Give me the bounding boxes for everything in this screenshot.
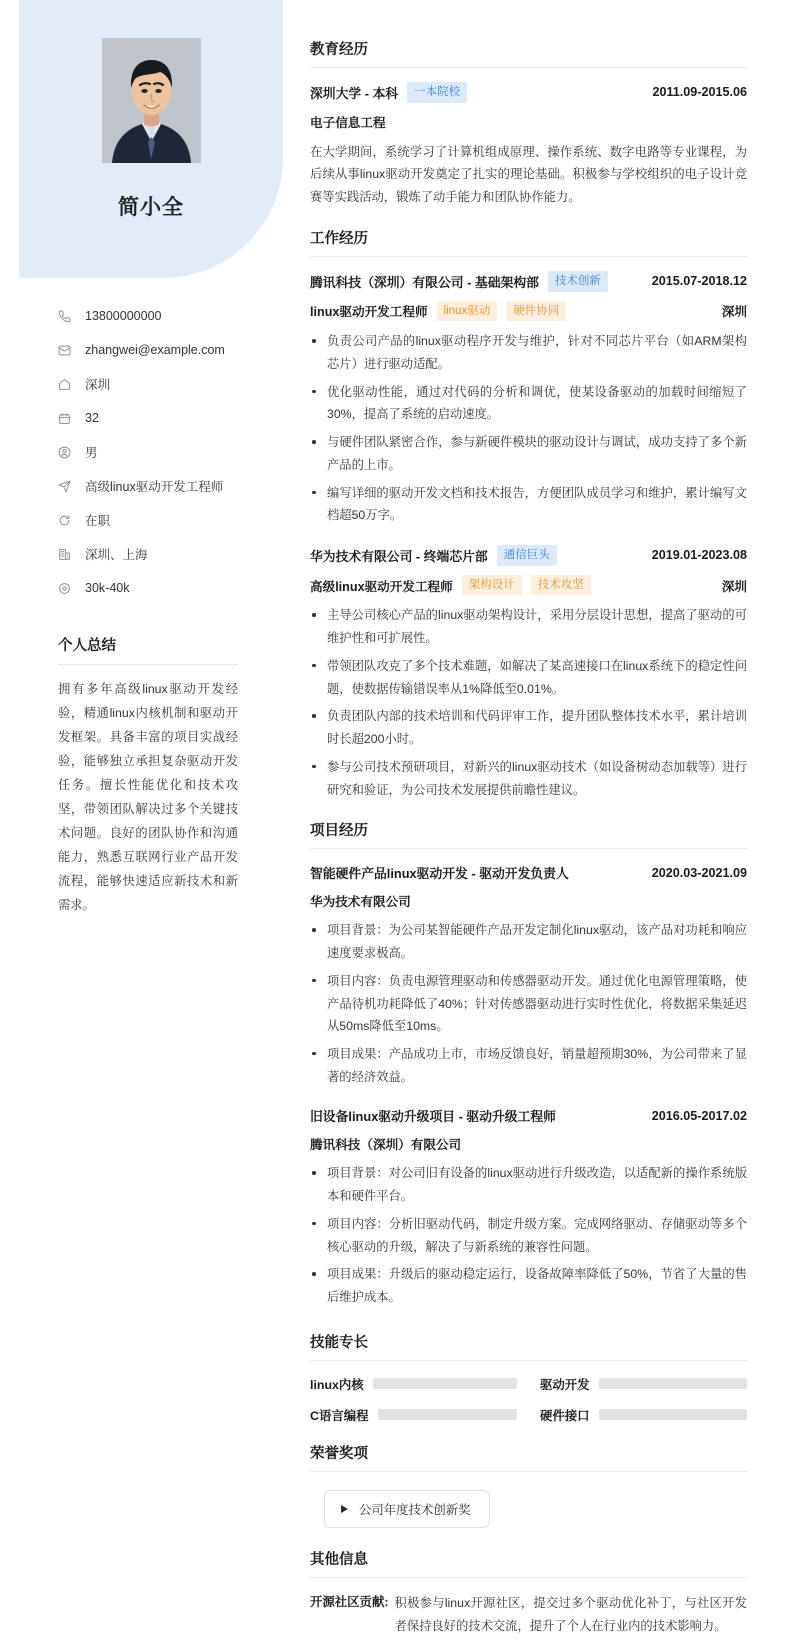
project-entry [310,1106,747,1308]
sidebar [0,0,283,918]
other-label: 开源社区贡献: [310,1594,389,1609]
project-bullet: 项目成果：产品成功上市，市场反馈良好，销量超预期30%，为公司带来了显著的经济效益。 [310,1043,747,1088]
summary-section [58,634,238,918]
work-entry-header [310,545,747,566]
profile-name: 简小全 [118,196,184,219]
project-bullet: 项目内容：分析旧驱动代码，制定升级方案。完成网络驱动、存储驱动等多个核心驱动的升级，解决了与新系统的兼容性问题。 [310,1213,747,1258]
work-date: 2015.07-2018.12 [651,274,747,289]
work-role-row [310,575,747,596]
contact-value: 32 [85,411,99,425]
project-date: 2020.03-2021.09 [651,865,747,880]
project-bullet: 项目内容：负责电源管理驱动和传感器驱动开发。通过优化电源管理策略，使产品待机功耗降低了40%；针对传感器驱动进行实时性优化，将数据采集延迟从50ms降低至10ms。 [310,970,747,1038]
project-bullet: 项目成果：升级后的驱动稳定运行，设备故障率降低了50%，节省了大量的售后维护成本。 [310,1263,747,1308]
avatar [102,38,201,163]
project-company: 腾讯科技（深圳）有限公司 [310,1138,462,1153]
other-row [310,1592,747,1637]
work-title: 工作经历 [310,227,747,257]
contact-value: 30k-40k [85,581,130,595]
portrait-photo-icon [102,38,201,163]
education-section [310,38,747,209]
skill-item [540,1375,747,1393]
contact-item-salary [58,574,273,602]
work-entry [310,271,747,527]
work-entry [310,545,747,801]
education-description: 在大学期间，系统学习了计算机组成原理、操作系统、数字电路等专业课程，为后续从事linux驱动开发奠定了扎实的理论基础。积极参与学校组织的电子设计竞赛等实践活动，锻炼了动手能力和团队协作能力。 [310,144,747,205]
project-date: 2016.05-2017.02 [651,1108,747,1123]
work-company-tag: 通信巨头 [497,545,557,566]
work-bullets [310,330,747,527]
work-role-left [310,301,566,322]
contact-item-position [58,472,273,500]
paper-plane-icon [58,479,76,493]
skill-bar [599,1409,747,1420]
contact-value: 男 [85,446,98,460]
project-name: 旧设备linux驱动升级项目 - 驱动升级工程师 [310,1109,556,1125]
skill-bar [378,1409,517,1420]
honors-title: 荣誉奖项 [310,1442,747,1472]
work-company: 华为技术有限公司 - 终端芯片部 [310,548,488,564]
building-icon [58,547,76,561]
contact-item-work-city [58,540,273,568]
work-company: 腾讯科技（深圳）有限公司 - 基础架构部 [310,274,539,290]
skills-section [310,1331,747,1424]
skill-name: linux内核 [310,1377,364,1392]
contact-item-gender [58,438,273,466]
work-role-tag: linux驱动 [437,301,498,322]
contact-value: 13800000000 [85,309,162,323]
project-company: 华为技术有限公司 [310,895,411,910]
work-entry-header [310,271,747,292]
honor-label: 公司年度技术创新奖 [359,1502,471,1517]
contact-list [58,302,273,602]
work-entry-left [310,545,557,566]
skill-name: 驱动开发 [540,1377,590,1392]
main-content [310,38,747,1641]
project-bullets [310,1162,747,1308]
work-bullet: 与硬件团队紧密合作，参与新硬件模块的驱动设计与调试，成功支持了多个新产品的上市。 [310,431,747,476]
project-bullet: 项目背景：为公司某智能硬件产品开发定制化linux驱动，该产品对功耗和响应速度要求极高。 [310,919,747,964]
education-entry [310,82,747,209]
work-bullet: 编写详细的驱动开发文档和技术报告，方便团队成员学习和维护，累计编写文档超50万字。 [310,482,747,527]
phone-icon [58,309,76,323]
other-value: 积极参与linux开源社区，提交过多个驱动优化补丁，与社区开发者保持良好的技术交流，提升了个人在行业内的技术影响力。 [394,1595,747,1633]
work-bullet: 参与公司技术预研项目，对新兴的linux驱动技术（如设备树动态加载等）进行研究和验证，为公司技术发展提供前瞻性建议。 [310,756,747,801]
summary-title: 个人总结 [58,634,238,665]
work-role-left [310,575,591,596]
skill-bar [599,1378,747,1389]
education-entry-left [310,82,467,103]
work-entry-left [310,271,608,292]
target-icon [58,581,76,595]
project-entry-header [310,863,747,882]
work-bullet: 带领团队攻克了多个技术难题，如解决了某高速接口在linux系统下的稳定性问题，使数据传输错误率从1%降低至0.01%。 [310,655,747,700]
contact-value: 深圳 [85,378,111,392]
contact-value: zhangwei@example.com [85,343,225,357]
contact-item-age [58,404,273,432]
summary-text: 拥有多年高级linux驱动开发经验，精通linux内核机制和驱动开发框架。具备丰富的项目实战经验，能够独立承担复杂驱动开发任务。擅长性能优化和技术攻坚，带领团队解决过多个关键技术问题。良好的团队协作和沟通能力，熟悉互联网行业产品开发流程，能够快速适应新技术和新需求。 [58,682,238,912]
profile-header [19,0,283,278]
work-date: 2019.01-2023.08 [651,548,747,563]
envelope-icon [58,343,76,357]
work-location: 深圳 [721,579,747,594]
education-date: 2011.09-2015.06 [652,85,747,100]
project-entry-header [310,1106,747,1125]
project-bullets [310,919,747,1088]
work-bullets [310,604,747,801]
work-section [310,227,747,801]
work-company-tag: 技术创新 [548,271,608,292]
work-bullet: 优化驱动性能，通过对代码的分析和调优，使某设备驱动的加载时间缩短了30%，提高了系统的启动速度。 [310,381,747,426]
work-bullet: 负责公司产品的linux驱动程序开发与维护，针对不同芯片平台（如ARM架构芯片）进行驱动适配。 [310,330,747,375]
skill-name: 硬件接口 [540,1408,590,1423]
contact-item-phone [58,302,273,330]
work-bullet: 负责团队内部的技术培训和代码评审工作，提升团队整体技术水平，累计培训时长超200小时。 [310,705,747,750]
person-icon [58,445,76,459]
contact-item-city [58,370,273,398]
skill-item [310,1375,517,1393]
triangle-right-icon [341,1505,348,1513]
honor-item[interactable] [324,1490,490,1528]
education-title: 教育经历 [310,38,747,68]
skill-bar [373,1378,517,1389]
work-role-tag: 架构设计 [462,575,522,596]
refresh-icon [58,513,76,527]
work-role-tag: 技术攻坚 [531,575,591,596]
contact-item-status [58,506,273,534]
project-name: 智能硬件产品linux驱动开发 - 驱动开发负责人 [310,866,569,882]
projects-title: 项目经历 [310,819,747,849]
skills-title: 技能专长 [310,1331,747,1361]
skill-item [310,1406,517,1424]
other-section [310,1548,747,1637]
work-location: 深圳 [721,305,747,320]
education-entry-header [310,82,747,103]
work-role: linux驱动开发工程师 [310,305,428,320]
other-title: 其他信息 [310,1548,747,1578]
projects-section [310,819,747,1309]
work-role-tag: 硬件协同 [506,301,566,322]
calendar-icon [58,411,76,425]
home-icon [58,377,76,391]
project-entry [310,863,747,1088]
work-role-row [310,301,747,322]
contact-item-email [58,336,273,364]
honors-section [310,1442,747,1534]
education-tag: 一本院校 [407,82,467,103]
education-major: 电子信息工程 [310,115,386,130]
skill-item [540,1406,747,1424]
skills-grid [310,1375,747,1424]
project-bullet: 项目背景：对公司旧有设备的linux驱动进行升级改造，以适配新的操作系统版本和硬件平台。 [310,1162,747,1207]
contact-value: 高级linux驱动开发工程师 [85,480,224,494]
contact-value: 深圳、上海 [85,548,148,562]
skill-name: C语言编程 [310,1408,369,1423]
work-bullet: 主导公司核心产品的linux驱动架构设计，采用分层设计思想，提高了驱动的可维护性和可扩展性。 [310,604,747,649]
education-school: 深圳大学 - 本科 [310,85,399,101]
contact-value: 在职 [85,514,111,528]
work-role: 高级linux驱动开发工程师 [310,579,453,594]
